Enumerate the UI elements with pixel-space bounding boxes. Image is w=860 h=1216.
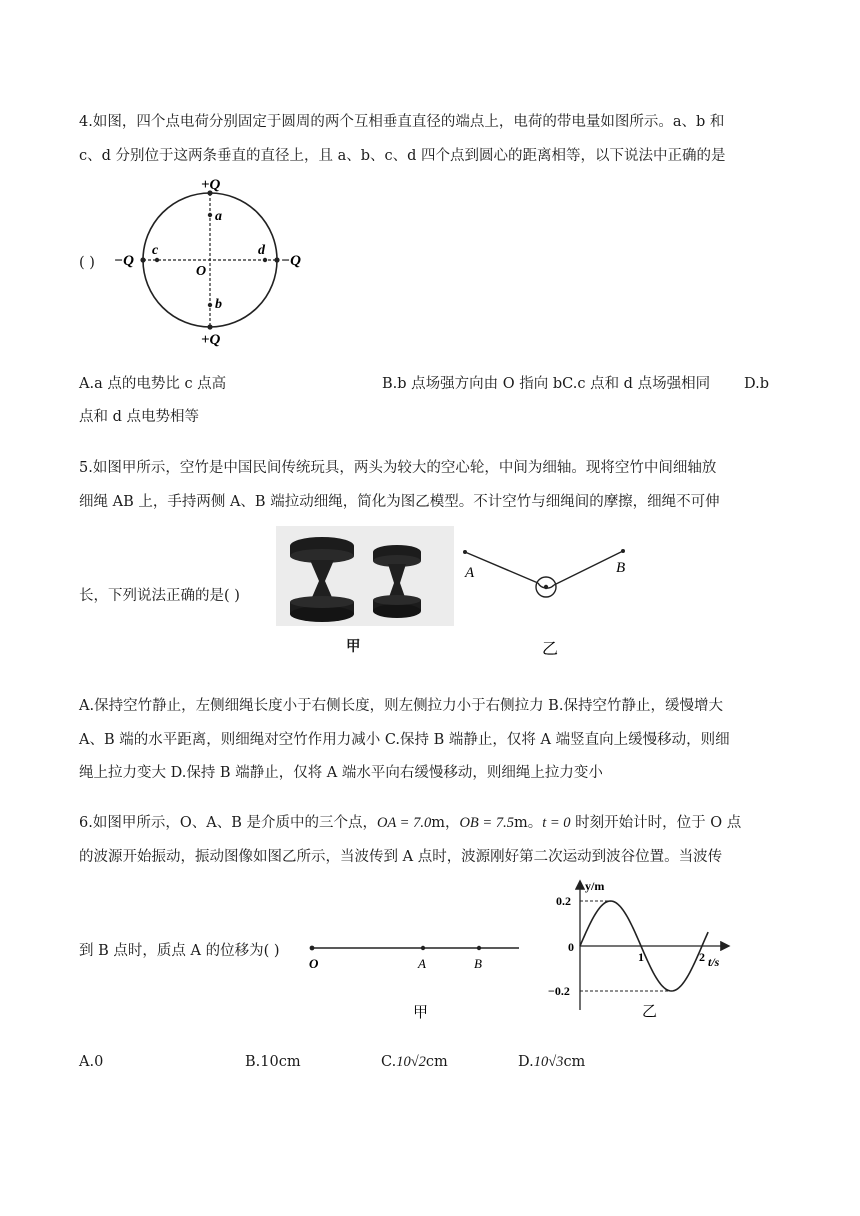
q6-caption-left: 甲	[413, 1005, 429, 1021]
q6-option-d-pre: D.	[518, 1054, 534, 1070]
q5-model-figure	[458, 540, 638, 660]
label-a: a	[215, 209, 222, 224]
label-a: A	[418, 956, 426, 971]
q4-option-d-cont: 点和 d 点电势相等	[79, 409, 199, 425]
point-d	[263, 258, 267, 262]
q6-option-a: A.0	[79, 1054, 104, 1070]
x-tick-label-1: 1	[638, 950, 644, 964]
x-tick-label-2: 2	[699, 950, 705, 964]
q5-line-3: 长，下列说法正确的是( )	[79, 588, 240, 604]
q5-line-1: 5.如图甲所示，空竹是中国民间传统玩具，两头为较大的空心轮，中间为细轴。现将空竹中间细轴放	[79, 460, 717, 476]
y-axis-label: y/m	[585, 879, 605, 893]
point-c	[155, 258, 159, 262]
q5-options-1: A.保持空竹静止，左侧细绳长度小于右侧长度，则左侧拉力小于右侧拉力 B.保持空竹静止，缓慢增大	[79, 698, 723, 714]
q6-m2: m。	[513, 815, 543, 831]
q6-line-2: 的波源开始振动，振动图像如图乙所示，当波传到 A 点时，波源刚好第二次运动到波谷位置。当波传	[79, 849, 723, 865]
q4-paren: ( )	[79, 255, 95, 271]
q4-option-b-c: B.b 点场强方向由 O 指向 bC.c 点和 d 点场强相同	[382, 376, 711, 392]
right-charge-point	[274, 257, 279, 262]
q5-photo-diabolo	[276, 526, 454, 626]
q6-option-b: B.10cm	[245, 1054, 301, 1070]
q6-m1: m，	[431, 815, 460, 831]
y-tick-label-pos: 0.2	[556, 894, 571, 908]
q6-t: t = 0	[542, 815, 571, 831]
bottom-charge-point	[207, 324, 212, 329]
left-charge-point	[140, 257, 145, 262]
q4-option-d: D.b	[744, 376, 769, 392]
q4-line-1: 4.如图，四个点电荷分别固定于圆周的两个互相垂直直径的端点上，电荷的带电量如图所示。a、b 和	[79, 114, 725, 130]
label-c: c	[152, 243, 159, 258]
label-o: O	[196, 264, 207, 279]
point-b	[208, 303, 212, 307]
q6-option-c	[381, 1052, 448, 1072]
label-b: B	[474, 956, 482, 971]
label-b: B	[616, 560, 626, 576]
tick-zero: 0	[568, 940, 574, 954]
q5-options-3: 绳上拉力变大 D.保持 B 端静止，仅将 A 端水平向右缓慢移动，则细绳上拉力变小	[79, 765, 603, 781]
q6-option-d	[518, 1052, 585, 1072]
x-axis-label: t/s	[708, 955, 720, 969]
label-d: d	[258, 243, 265, 258]
q6-line-1-post: 时刻开始计时，位于 O 点	[570, 815, 742, 831]
label-a: A	[465, 565, 475, 581]
q6-option-c-unit: cm	[425, 1054, 448, 1070]
bottom-charge-label: +Q	[201, 332, 221, 348]
q6-option-c-pre: C.	[381, 1054, 397, 1070]
q6-medium-figure	[306, 935, 526, 1025]
q5-caption-left: 甲	[346, 638, 361, 655]
q4-option-a: A.a 点的电势比 c 点高	[79, 376, 227, 392]
right-charge-label: −Q	[281, 253, 301, 269]
q4-circle-figure	[108, 172, 308, 348]
q6-option-c-math: 10√2	[396, 1054, 426, 1070]
diabolo-center	[544, 585, 548, 589]
point-a	[208, 213, 212, 217]
y-tick-label-neg: −0.2	[548, 984, 570, 998]
q5-caption-right: 乙	[542, 641, 559, 658]
q5-line-2: 细绳 AB 上，手持两侧 A、B 端拉动细绳，简化为图乙模型。不计空竹与细绳间的摩擦，细绳不可伸	[79, 494, 720, 510]
q4-line-2: c、d 分别位于这两条垂直的直径上，且 a、b、c、d 四个点到圆心的距离相等，以下说法中正确的是	[79, 148, 726, 164]
q6-line-1	[79, 813, 741, 833]
q6-oa: OA = 7.0	[376, 815, 432, 831]
q6-line-1-pre: 6.如图甲所示，O、A、B 是介质中的三个点，	[79, 815, 377, 831]
left-charge-label: −Q	[114, 253, 134, 269]
label-o: O	[309, 956, 319, 971]
label-b: b	[215, 297, 222, 312]
q6-option-d-math: 10√3	[533, 1054, 564, 1070]
q6-vibration-chart	[548, 876, 738, 1021]
q5-options-2: A、B 端的水平距离，则细绳对空竹作用力减小 C.保持 B 端静止，仅将 A 端竖直向上缓慢移动，则细	[79, 732, 730, 748]
q6-caption-right: 乙	[642, 1004, 658, 1020]
top-charge-label: +Q	[201, 177, 221, 193]
q6-option-d-unit: cm	[563, 1054, 586, 1070]
q6-line-3: 到 B 点时，质点 A 的位移为( )	[79, 943, 280, 959]
q6-ob: OB = 7.5	[459, 815, 514, 831]
